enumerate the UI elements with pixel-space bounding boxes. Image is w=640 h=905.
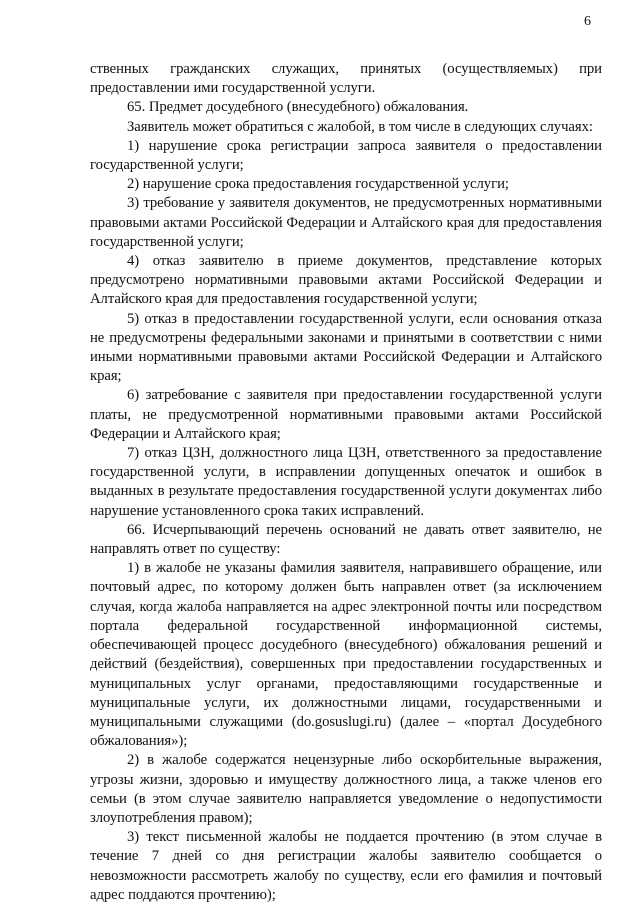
paragraph: 4) отказ заявителю в приеме документов, представление которых предусмотрено нормативными правовыми актами Российской Федерации и Алтайского края для предоставления государственной услуги; — [90, 253, 602, 308]
paragraph: ственных гражданских служащих, принятых (осуществляемых) при предоставлении ими государственной услуги. — [90, 61, 602, 97]
paragraph: 65. Предмет досудебного (внесудебного) обжалования. — [127, 99, 469, 116]
paragraph: 3) требование у заявителя документов, не предусмотренных нормативными правовыми актами Российской Федерации и Алтайского края для предоставления государственной услуги; — [90, 195, 602, 250]
paragraph: 3) текст письменной жалобы не поддается прочтению (в этом случае в течение 7 дней со дня регистрации жалобы заявителю сообщается о невозможности рассмотреть жалобу по существу, если его фамилия и почтовый адрес поддаются прочтению); — [90, 829, 602, 903]
page-number: 6 — [584, 14, 591, 29]
paragraph: 6) затребование с заявителя при предоставлении государственной услуги платы, не предусмотренной нормативными правовыми актами Российской Федерации и Алтайского края; — [90, 387, 602, 442]
paragraph: 7) отказ ЦЗН, должностного лица ЦЗН, ответственного за предоставление государственной услуги, в исправлении допущенных опечаток и ошибок в выданных в результате предоставления государственной услуги документах либо нарушение установленного срока таких исправлений. — [90, 445, 602, 519]
document-body — [90, 60, 602, 905]
paragraph: Заявитель может обратиться с жалобой, в том числе в следующих случаях: — [127, 118, 593, 135]
paragraph: 2) в жалобе содержатся нецензурные либо оскорбительные выражения, угрозы жизни, здоровью и имуществу должностного лица, а также членов его семьи (в этом случае заявителю направляется уведомление о недопустимости злоупотребления правом); — [90, 752, 602, 826]
paragraph: 5) отказ в предоставлении государственной услуги, если основания отказа не предусмотрены федеральными законами и принятыми в соответствии с ними иными нормативными правовыми актами Российской Федерации и Алтайского края; — [90, 310, 602, 385]
paragraph: 1) нарушение срока регистрации запроса заявителя о предоставлении государственной услуги; — [90, 137, 602, 174]
paragraph: 1) в жалобе не указаны фамилия заявителя, направившего обращение, или почтовый адрес, по которому должен быть направлен ответ (за исключением случая, когда жалоба направляется на адрес электронной почты или посредством портала федеральной государственной информационной системы, обеспечивающей процесс досудебного (внесудебного) обжалования решений и действий (бездействия), совершенных при предоставлении государственных и муниципальных услуг органами, предоставляющими государственные и муниципальные услуги, их должностными лицами, государственными и муниципальными служащими (do.gosuslugi.ru) (далее – «портал Досудебного обжалования»); — [90, 560, 602, 750]
paragraph: 66. Исчерпывающий перечень оснований не давать ответ заявителю, не направлять ответ по существу: — [90, 521, 602, 558]
paragraph: 2) нарушение срока предоставления государственной услуги; — [127, 176, 509, 193]
